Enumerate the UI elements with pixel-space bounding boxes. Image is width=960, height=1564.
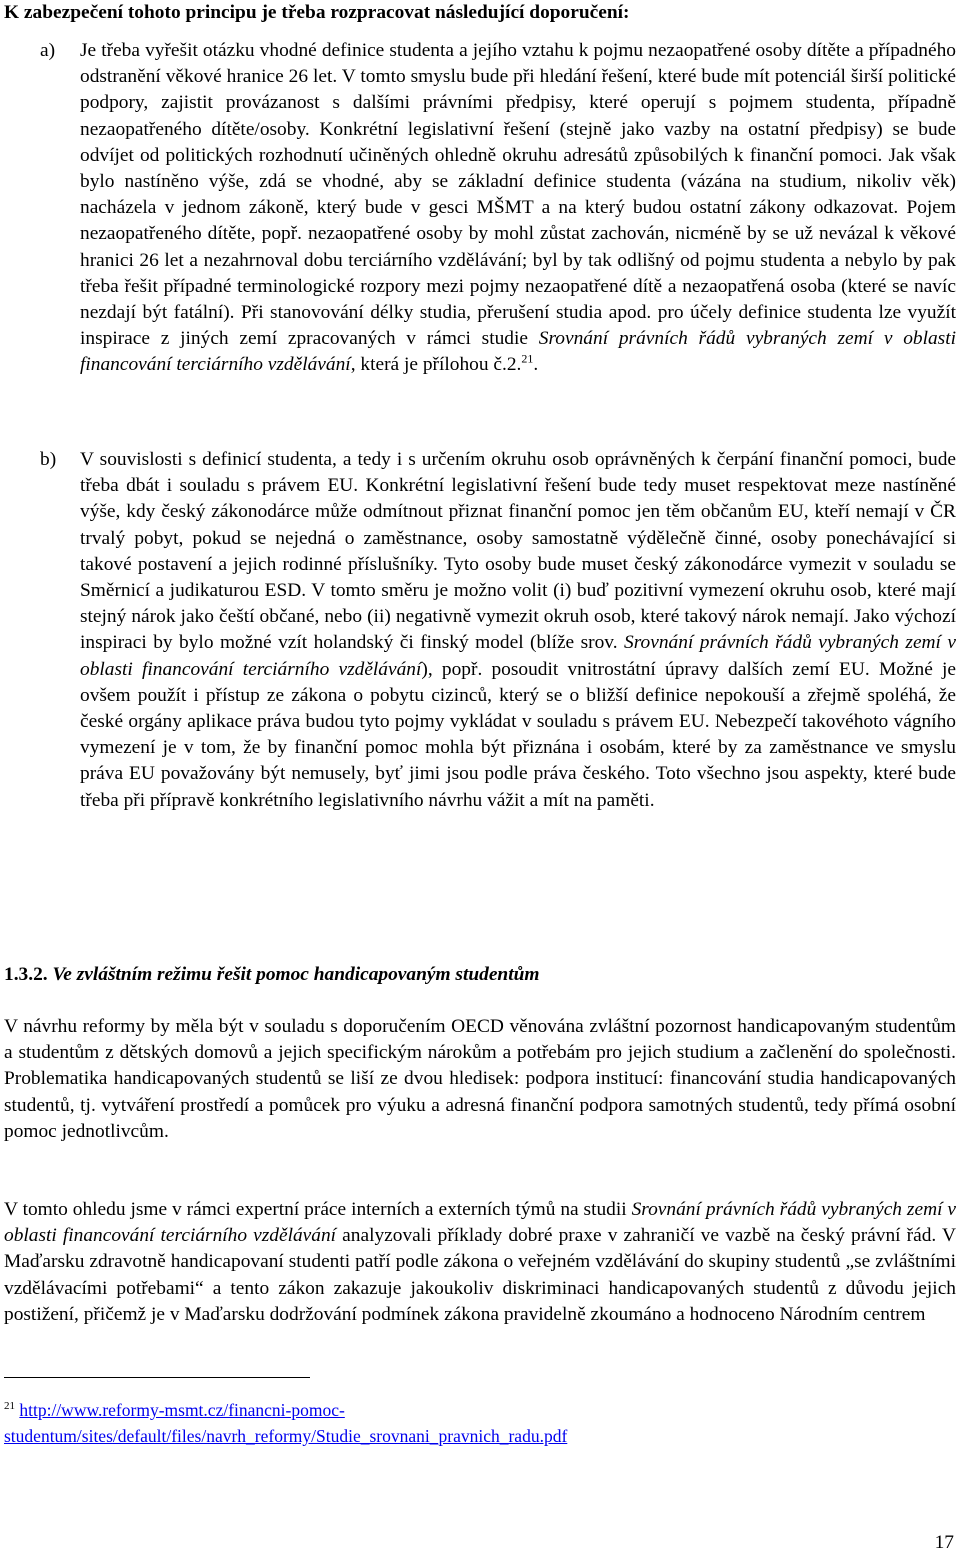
section-heading — [4, 962, 539, 988]
recommendation-b — [4, 447, 956, 814]
section-title: Ve zvláštním režimu řešit pomoc handicapovaným studentům — [52, 964, 540, 985]
study-title: Srovnání právních řádů vybraných zemí v oblasti financování terciárního vzdělávání — [80, 632, 956, 680]
recommendation-a — [4, 38, 956, 379]
section-number: 1.3.2. — [4, 964, 48, 985]
recommendation-b-text: V souvislosti s definicí studenta, a tedy i s určením okruhu osob oprávněných k čerpání finanční pomoci, bude třeba dbát i souladu s právem EU. Konkrétní legislativní řešení bude tedy muset respektovat meze nastíněné výše, kdy český zákonodárce může odmítnout přiznat finanční pomoc jen těm občanům EU, kteří nemají v ČR trvalý pobyt, pokud se nejedná o zaměstnance, osoby samostatně výdělečně činné, osoby ponechávající si takové postavení a jejich rodinné příslušníky. Tyto osoby bude muset český zákonodárce vymezit v souladu se Směrnicí a judikaturou ESD. V tomto směru je možno volit (i) buď pozitivní vymezení okruhu osob, které mají stejný nárok jako čeští občané, nebo (ii) negativně vymezit okruh osob, které takový nárok nemají. Jako výchozí inspiraci by bylo možné vzít holandský či finský model (blíže srov. Srovnání právních řádů vybraných zemí v oblasti financování terciárního vzdělávání), popř. posoudit vnitrostátní úpravy dalších zemí EU. Možné je ovšem použít i přístup ze zákona o pobytu cizinců, který se o bližší definice nepokouší a zřejmě spoléhá, že české orgány aplikace práva budou tyto pojmy vykládat v souladu s právem EU. Nebezpečí takovéhoto vágního vymezení je v tom, že by finanční pomoc mohla být přiznána i osobám, které by za zaměstnance ve smyslu práva EU považovány být nemusely, byť jimi jsou podle práva českého. Toto všechno jsou aspekty, které bude třeba při přípravě konkrétního legislativního návrhu vážit a mít na paměti. — [80, 449, 956, 811]
study-title: Srovnání právních řádů vybraných zemí v oblasti financování terciárního vzdělávání — [80, 328, 956, 376]
footnote-number: 21 — [4, 1400, 15, 1413]
footnote-ref[interactable]: 21 — [521, 351, 534, 366]
footnote — [4, 1397, 956, 1449]
lead-sentence: K zabezpečení tohoto principu je třeba rozpracovat následující doporučení: — [4, 2, 630, 23]
study-title: Srovnání právních řádů vybraných zemí v oblasti financování terciárního vzdělávání — [4, 1199, 957, 1247]
paragraph-1: V návrhu reformy by měla být v souladu s doporučením OECD věnována zvláštní pozornost handicapovaným studentům a studentům z dětských domovů a jejich specifickým nárokům a potřebám pro jejich studium a začlenění do společnosti. Problematika handicapovaných studentů se liší ze dvou hledisek: podpora institucí: financování studia handicapovaných studentů, tj. vytváření prostředí a pomůcek pro výuku a adresná finanční podpora samotných studentů, tedy přímá osobní pomoc jednotlivcům. — [4, 1016, 956, 1142]
paragraph-2: V tomto ohledu jsme v rámci expertní práce interních a externích týmů na studii Srovnání právních řádů vybraných zemí v oblasti financování terciárního vzdělávání analyzovali příklady dobré praxe v zahraničí ve vazbě na český právní řád. V Maďarsku zdravotně handicapovaní studenti patří podle zákona o veřejném vzdělávání do skupiny studentů „se zvláštními vzdělávacími potřebami“ a tento zákon zakazuje jakoukoliv diskriminaci handicapovaných studentů z důvodu jejich postižení, přičemž je v Maďarsku dodržování podmínek zákona pravidelně zkoumáno a hodnoceno Národním centrem — [4, 1199, 957, 1325]
footnote-divider — [4, 1377, 310, 1378]
page-number: 17 — [934, 1532, 954, 1553]
list-marker: a) — [40, 40, 56, 61]
recommendation-a-text: Je třeba vyřešit otázku vhodné definice studenta a jejího vztahu k pojmu nezaopatřené osoby dítěte a případného odstranění věkové hranice 26 let. V tomto smyslu bude při hledání řešení, které bude mít potenciál širší politické podpory, zajistit provázanost s dalšími právními předpisy, které operují s pojmem studenta, případně nezaopatřeného dítěte/osoby. Konkrétní legislativní řešení (stejně jako vazby na ostatní předpisy) se bude odvíjet od politických rozhodnutí učiněných ohledně okruhu adresátů způsobilých k finanční pomoci. Jak však bylo nastíněno výše, zdá se vhodné, aby se základní definice studenta (vázána na studium, nikoliv věk) nacházela v jednom zákoně, který bude v gesci MŠMT a na který budou ostatní zákony odkazovat. Pojem nezaopatřeného dítěte, popř. nezaopatřené osoby by mohl zůstat zachován, nicméně by se už nevázal k věkové hranici 26 let a nezahrnoval dobu terciárního vzdělávání; byl by tak odlišný od pojmu studenta a nebylo by pak třeba řešit případné terminologické rozpory mezi pojmy nezaopatřené dítě a nezaopatřená osoba (které se navíc nezdají být fatální). Při stanovování délky studia, přerušení studia apod. pro účely definice studenta lze využít inspirace z jiných zemí zpracovaných v rámci studie Srovnání právních řádů vybraných zemí v oblasti financování terciárního vzdělávání, která je přílohou č.2.21. — [80, 40, 956, 376]
list-marker: b) — [40, 449, 57, 470]
footnote-link[interactable]: http://www.reformy-msmt.cz/financni-pomoc- studentum/sites/default/files/navrh_reformy/Studie_srovnani_pravnich_radu.pdf — [4, 1400, 568, 1446]
